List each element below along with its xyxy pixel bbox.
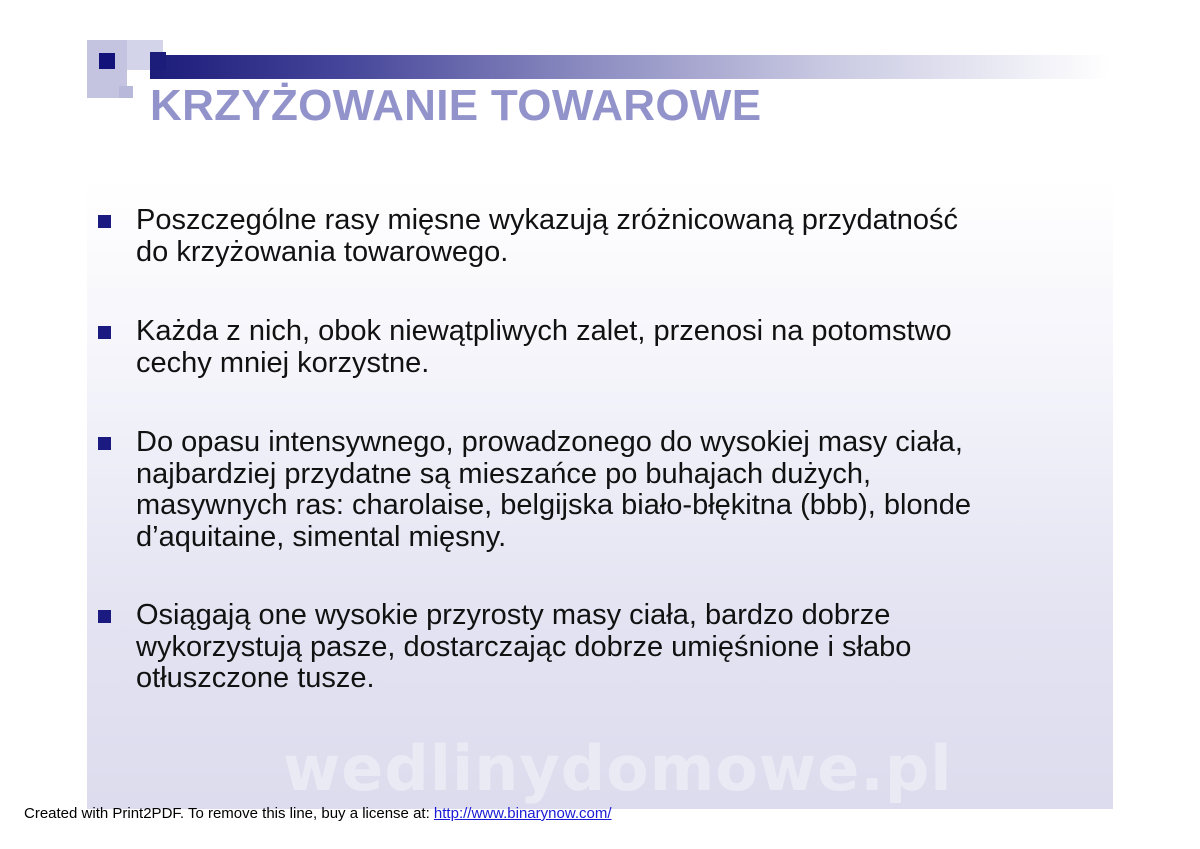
bullet-square-icon [98, 610, 111, 623]
bullet-line: Każda z nich, obok niewątpliwych zalet, przenosi na potomstwo [136, 315, 952, 347]
footer-notice [24, 804, 612, 824]
bullet-line: do krzyżowania towarowego. [136, 235, 509, 268]
bullet-line: Osiągają one wysokie przyrosty masy ciała, bardzo dobrze [136, 599, 891, 631]
bullet-square-icon [98, 215, 111, 228]
bullet-item [136, 205, 1096, 268]
bullet-line: masywnych ras: charolaise, belgijska biało-błękitna (bbb), blonde [136, 489, 971, 521]
bullet-line: cechy mniej korzystne. [136, 346, 430, 379]
footer-text: Created with Print2PDF. To remove this line, buy a license at: [24, 805, 434, 822]
bullet-item [136, 316, 1096, 379]
bullet-item [136, 600, 1096, 695]
bullet-item [136, 427, 1096, 553]
bullet-line: wykorzystują pasze, dostarczając dobrze umięśnione i słabo [136, 630, 912, 663]
bullet-line: Poszczególne rasy mięsne wykazują zróżnicowaną przydatność [136, 204, 959, 236]
footer-license-link[interactable]: http://www.binarynow.com/ [433, 805, 612, 822]
bullet-line: otłuszczone tusze. [136, 662, 375, 694]
bullet-line: d’aquitaine, simental mięsny. [136, 520, 507, 553]
bullet-square-icon [98, 326, 111, 339]
slide-title: KRZYŻOWANIE TOWAROWE [150, 81, 762, 130]
bullet-line: Do opasu intensywnego, prowadzonego do wysokiej masy ciała, [136, 426, 963, 458]
bullet-line: najbardziej przydatne są mieszańce po buhajach dużych, [136, 457, 872, 490]
bullet-square-icon [98, 437, 111, 450]
watermark: wedlinydomowe.pl [283, 732, 953, 805]
